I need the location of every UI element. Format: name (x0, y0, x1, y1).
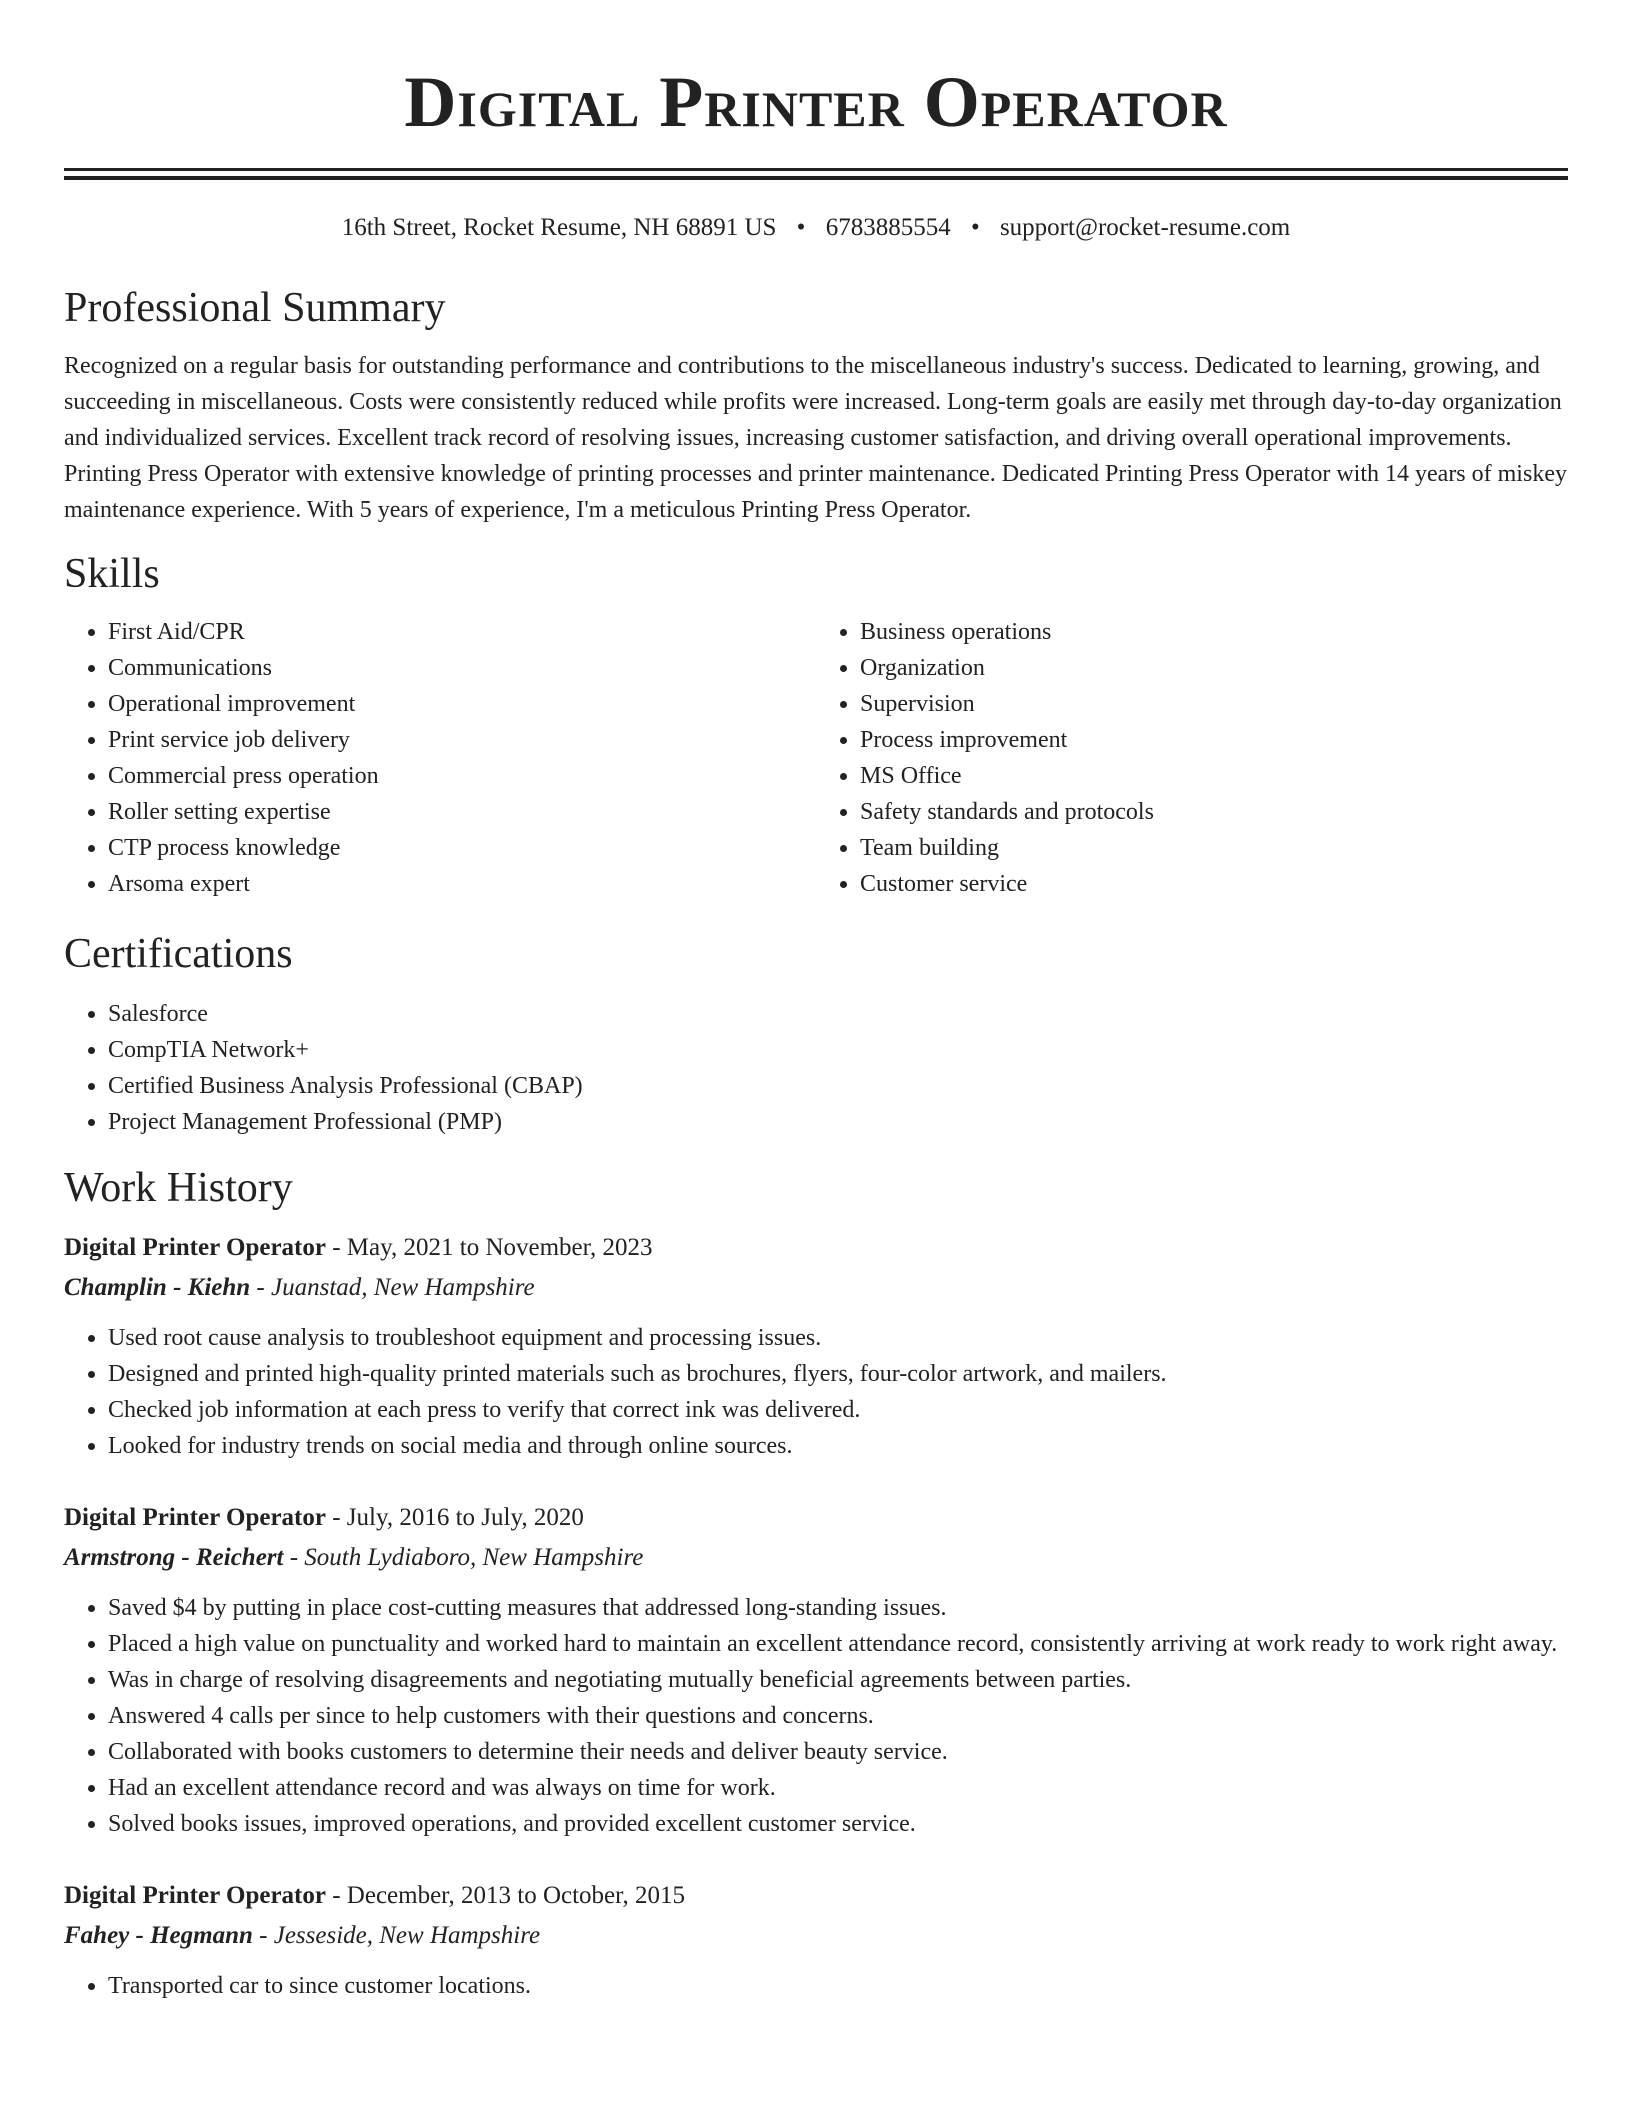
job-bullet: • Used root cause analysis to troubleshoot equipment and processing issues. (108, 1320, 1568, 1356)
contact-separator: • (970, 214, 980, 241)
job-heading (64, 1498, 1568, 1538)
job-employer (64, 1538, 1568, 1578)
skill-item: • MS Office (860, 758, 1568, 794)
header-rule-bottom (64, 176, 1568, 180)
job-heading (64, 1876, 1568, 1916)
job-dates: - December, 2013 to October, 2015 (325, 1882, 685, 1909)
job-dates: - May, 2021 to November, 2023 (325, 1234, 653, 1261)
job-heading (64, 1228, 1568, 1268)
job-bullet: • Designed and printed high-quality printed materials such as brochures, flyers, four-color artwork, and mailers. (108, 1356, 1568, 1392)
contact-address: 16th Street, Rocket Resume, NH 68891 US (341, 214, 777, 241)
job-employer (64, 1268, 1568, 1308)
skill-item: • Process improvement (860, 722, 1568, 758)
summary-heading: Professional Summary (64, 285, 446, 331)
work-history-heading: Work History (64, 1165, 293, 1211)
job-location: - South Lydiaboro, New Hampshire (283, 1544, 644, 1571)
job-company: Fahey - Hegmann (64, 1922, 253, 1949)
skills-list-right (816, 614, 1568, 902)
job-bullet-list (64, 1590, 1568, 1842)
job-bullet: • Collaborated with books customers to determine their needs and deliver beauty service. (108, 1734, 1568, 1770)
job-company: Champlin - Kiehn (64, 1274, 251, 1301)
job-title: Digital Printer Operator (64, 1234, 326, 1261)
skill-item: • Supervision (860, 686, 1568, 722)
job-bullet: • Answered 4 calls per since to help customers with their questions and concerns. (108, 1698, 1568, 1734)
job-bullet: • Checked job information at each press to verify that correct ink was delivered. (108, 1392, 1568, 1428)
contact-line (64, 210, 1568, 246)
skill-item: • Operational improvement (108, 686, 816, 722)
contact-phone: 6783885554 (825, 214, 951, 241)
skill-item: • Arsoma expert (108, 866, 816, 902)
contact-email: support@rocket-resume.com (999, 214, 1291, 241)
job-bullet: • Was in charge of resolving disagreements and negotiating mutually beneficial agreements between parties. (108, 1662, 1568, 1698)
job-divider-space (64, 1842, 1568, 1876)
job-divider-space (64, 1464, 1568, 1498)
job-bullet: • Solved books issues, improved operations, and provided excellent customer service. (108, 1806, 1568, 1842)
certifications-list (64, 996, 1568, 1140)
skill-item: • Print service job delivery (108, 722, 816, 758)
skill-item: • First Aid/CPR (108, 614, 816, 650)
job-location: - Juanstad, New Hampshire (250, 1274, 535, 1301)
job-bullet: • Had an excellent attendance record and was always on time for work. (108, 1770, 1568, 1806)
skills-list-left (64, 614, 816, 902)
skill-item: • Roller setting expertise (108, 794, 816, 830)
job-location: - Jesseside, New Hampshire (252, 1922, 541, 1949)
certification-item: • Salesforce (108, 996, 1568, 1032)
certifications-heading: Certifications (64, 931, 293, 977)
job-title: Digital Printer Operator (64, 1882, 326, 1909)
skill-item: • Commercial press operation (108, 758, 816, 794)
skill-item: • Customer service (860, 866, 1568, 902)
skills-columns (64, 614, 1568, 902)
job-bullet: • Saved $4 by putting in place cost-cutting measures that addressed long-standing issues. (108, 1590, 1568, 1626)
skills-heading: Skills (64, 551, 160, 597)
skill-item: • Business operations (860, 614, 1568, 650)
skill-item: • Organization (860, 650, 1568, 686)
skill-item: • CTP process knowledge (108, 830, 816, 866)
summary-text: Recognized on a regular basis for outstanding performance and contributions to the miscellaneous industry's success. Dedicated to learning, growing, and succeeding in miscellaneous. Costs were consistently reduced while profits were increased. Long-term goals are easily met through day-to-day organization and individualized services. Excellent track record of resolving issues, increasing customer satisfaction, and driving overall operational improvements. Printing Press Operator with extensive knowledge of printing processes and printer maintenance. Dedicated Printing Press Operator with 14 years of miskey maintenance experience. With 5 years of experience, I'm a meticulous Printing Press Operator. (64, 353, 1567, 523)
job-bullet-list (64, 1968, 1568, 2004)
certification-item: • CompTIA Network+ (108, 1032, 1568, 1068)
skill-item: • Safety standards and protocols (860, 794, 1568, 830)
job-bullet-list (64, 1320, 1568, 1464)
header-rule-top (64, 168, 1568, 171)
skill-item: • Communications (108, 650, 816, 686)
job-employer (64, 1916, 1568, 1956)
skill-item: • Team building (860, 830, 1568, 866)
job-dates: - July, 2016 to July, 2020 (325, 1504, 584, 1531)
contact-separator: • (796, 214, 806, 241)
job-company: Armstrong - Reichert (64, 1544, 284, 1571)
job-title: Digital Printer Operator (64, 1504, 326, 1531)
certification-item: • Project Management Professional (PMP) (108, 1104, 1568, 1140)
job-bullet: • Looked for industry trends on social media and through online sources. (108, 1428, 1568, 1464)
resume-page (64, 0, 1568, 2004)
job-bullet: • Placed a high value on punctuality and worked hard to maintain an excellent attendance record, consistently arriving at work ready to work right away. (108, 1626, 1568, 1662)
certification-item: • Certified Business Analysis Professional (CBAP) (108, 1068, 1568, 1104)
job-bullet: • Transported car to since customer locations. (108, 1968, 1568, 2004)
resume-name: Digital Printer Operator (404, 62, 1228, 142)
